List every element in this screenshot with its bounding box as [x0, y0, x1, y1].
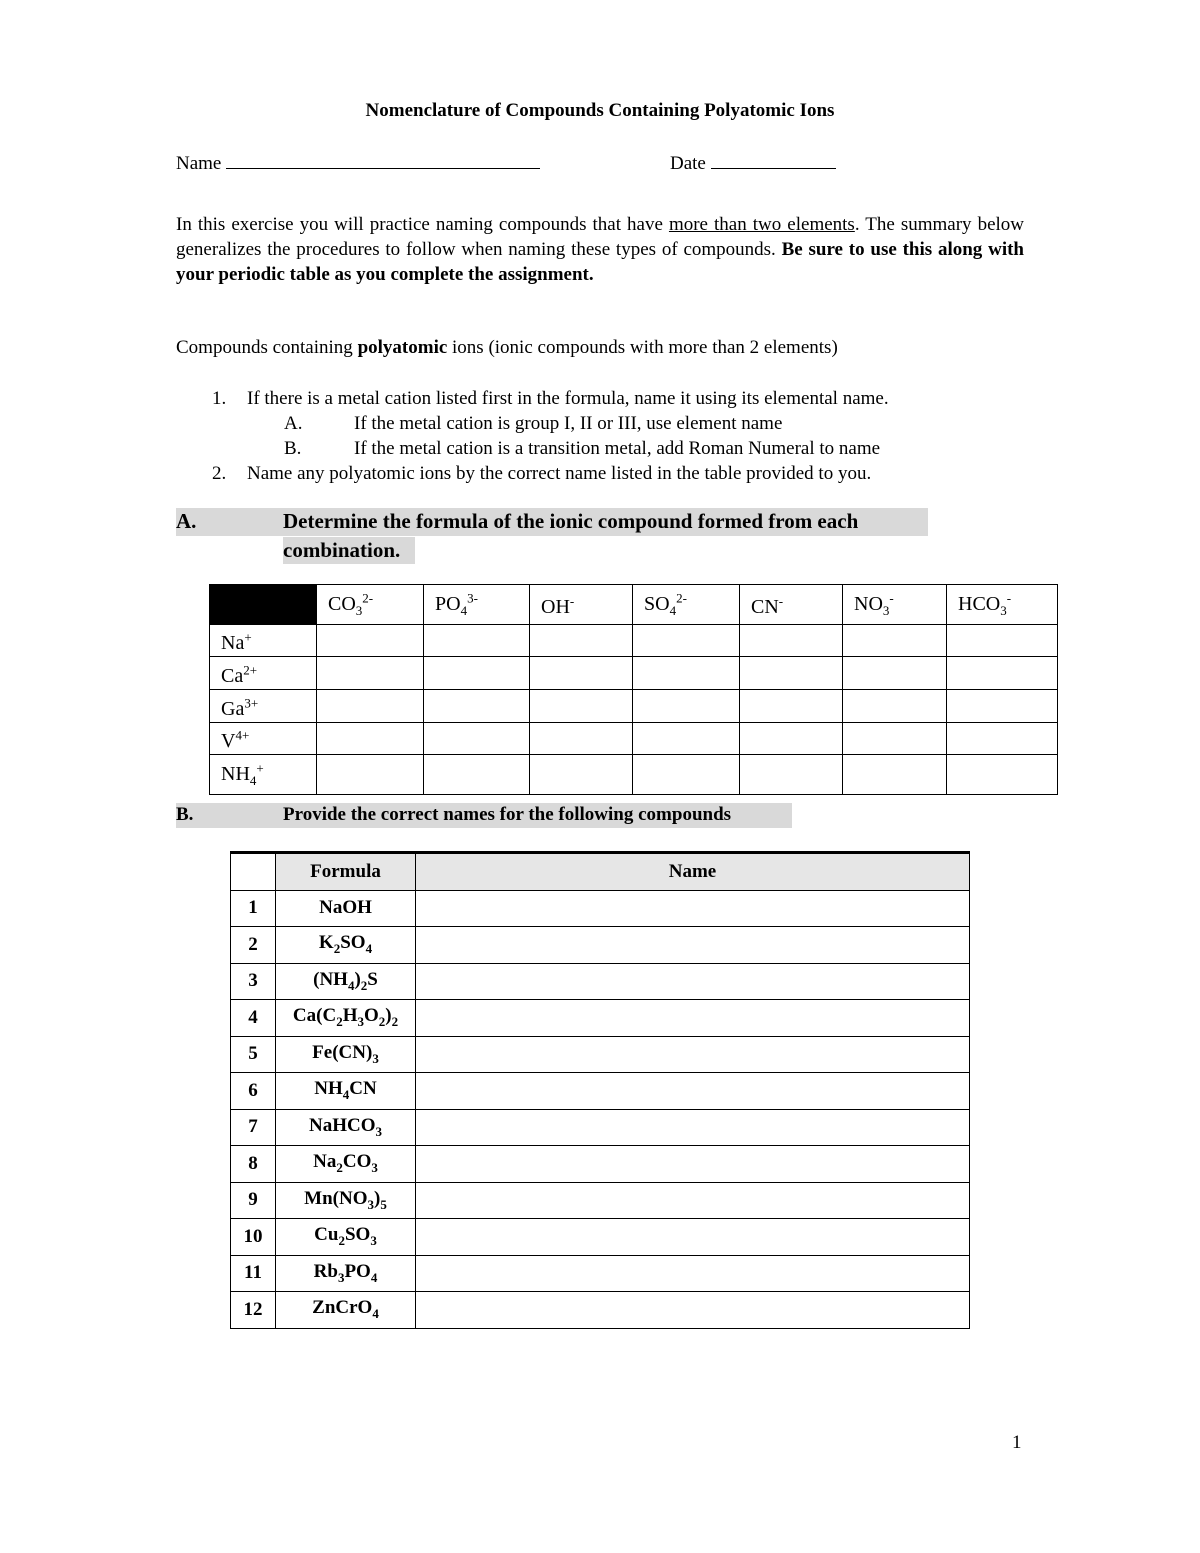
- formula-answer-cell[interactable]: [740, 624, 843, 657]
- name-label: Name: [176, 153, 222, 174]
- intro-text: In this exercise you will practice naming compounds that have: [176, 214, 663, 235]
- cation-label: $Ga^{3+}$: [221, 694, 259, 720]
- formula-answer-cell[interactable]: [317, 624, 424, 657]
- formula-column-header: Formula: [276, 853, 416, 891]
- formula-answer-cell[interactable]: [317, 689, 424, 722]
- formula-answer-cell[interactable]: [530, 755, 633, 795]
- row-number: 10: [231, 1219, 276, 1256]
- section-a-heading-bar: [176, 508, 928, 536]
- section-b-heading: Provide the correct names for the following compounds: [283, 804, 732, 825]
- compound-formula: $NH_4CN$: [276, 1073, 416, 1110]
- section-a-heading-line2: [283, 537, 415, 564]
- cation-row: [210, 722, 1058, 755]
- compounds-post: ions (ionic compounds with more than 2 elements): [452, 337, 838, 358]
- row-number: 4: [231, 1000, 276, 1037]
- table-header-row: [231, 853, 970, 891]
- table-row: [231, 927, 970, 964]
- compounds-bold: polyatomic: [357, 337, 448, 358]
- rule-text: If there is a metal cation listed first in the formula, name it using its elemental name.: [247, 388, 889, 409]
- formula-answer-cell[interactable]: [843, 624, 947, 657]
- anion-header-cell: [947, 585, 1058, 625]
- compounds-heading: [176, 337, 838, 359]
- cation-header-cell: [210, 722, 317, 755]
- cation-header-cell: [210, 657, 317, 690]
- anion-header-cell: [530, 585, 633, 625]
- anion-header-cell: [424, 585, 530, 625]
- formula-answer-cell[interactable]: [843, 755, 947, 795]
- cation-row: [210, 755, 1058, 795]
- compound-formula: NaOH: [276, 890, 416, 927]
- compound-formula: $Mn(NO_3)_5$: [276, 1182, 416, 1219]
- date-field[interactable]: [670, 152, 836, 175]
- row-number: 7: [231, 1109, 276, 1146]
- ion-combination-table: [209, 584, 1058, 795]
- anion-label: $PO_4^{3-}$: [435, 590, 478, 618]
- compound-formula: $(NH_4)_2S$: [276, 963, 416, 1000]
- table-row: [231, 1109, 970, 1146]
- section-b-letter: B.: [176, 804, 194, 825]
- row-number: 2: [231, 927, 276, 964]
- rule-text: If the metal cation is group I, II or III, use element name: [354, 413, 783, 434]
- anion-header-cell: [740, 585, 843, 625]
- cation-label: $Ca^{2+}$: [221, 662, 258, 687]
- formula-answer-cell[interactable]: [424, 755, 530, 795]
- anion-label: $HCO_3^-$: [958, 590, 1012, 618]
- formula-answer-cell[interactable]: [424, 624, 530, 657]
- cation-header-cell: [210, 755, 317, 795]
- anion-label: CN-: [751, 593, 784, 619]
- corner-cell: [210, 585, 317, 625]
- name-blank-line[interactable]: [226, 152, 540, 169]
- rule-letter: B.: [284, 438, 302, 459]
- formula-answer-cell[interactable]: [424, 657, 530, 690]
- formula-answer-cell[interactable]: [740, 722, 843, 755]
- name-answer-cell[interactable]: [416, 1146, 970, 1183]
- formula-answer-cell[interactable]: [633, 657, 740, 690]
- intro-bold-instruction: Be sure to use this along with your periodic table as you complete the assignment.: [176, 239, 1024, 285]
- section-b-heading-bar: [176, 803, 792, 828]
- formula-answer-cell[interactable]: [843, 689, 947, 722]
- name-answer-cell[interactable]: [416, 1036, 970, 1073]
- cation-label: Na+: [221, 629, 252, 655]
- anion-label: $CO_3^{2-}$: [328, 590, 374, 618]
- cation-header-cell: [210, 624, 317, 657]
- intro-text-2: . The summary below generalizes the procedures to follow when naming these types of compounds.: [176, 214, 1025, 260]
- formula-answer-cell[interactable]: [633, 722, 740, 755]
- name-answer-cell[interactable]: [416, 1073, 970, 1110]
- anion-label: OH-: [541, 593, 575, 619]
- rule-2: [212, 461, 872, 486]
- row-number: 11: [231, 1255, 276, 1292]
- name-field[interactable]: [176, 152, 540, 175]
- date-label: Date: [670, 153, 706, 174]
- name-answer-cell[interactable]: [416, 890, 970, 927]
- table-row: [231, 1073, 970, 1110]
- formula-answer-cell[interactable]: [530, 624, 633, 657]
- formula-answer-cell[interactable]: [317, 755, 424, 795]
- formula-answer-cell[interactable]: [633, 755, 740, 795]
- intro-paragraph: [176, 212, 1024, 287]
- formula-answer-cell[interactable]: [947, 657, 1058, 690]
- formula-answer-cell[interactable]: [633, 624, 740, 657]
- anion-header-cell: [843, 585, 947, 625]
- rule-letter: A.: [284, 413, 303, 434]
- cation-header-cell: [210, 689, 317, 722]
- formula-answer-cell[interactable]: [740, 689, 843, 722]
- anion-label: $NO_3^-$: [854, 590, 894, 618]
- rule-number: 1.: [212, 388, 227, 409]
- page-title: Nomenclature of Compounds Containing Polyatomic Ions: [365, 100, 835, 121]
- row-number: 9: [231, 1182, 276, 1219]
- formula-answer-cell[interactable]: [633, 689, 740, 722]
- anion-header-cell: [633, 585, 740, 625]
- name-answer-cell[interactable]: [416, 963, 970, 1000]
- section-a-heading-cont: combination.: [283, 538, 401, 562]
- formula-answer-cell[interactable]: [740, 755, 843, 795]
- date-blank-line[interactable]: [711, 152, 836, 169]
- anion-header-cell: [317, 585, 424, 625]
- formula-answer-cell[interactable]: [530, 657, 633, 690]
- formula-answer-cell[interactable]: [530, 689, 633, 722]
- rule-text: Name any polyatomic ions by the correct name listed in the table provided to you.: [247, 463, 872, 484]
- table-row: [231, 1255, 970, 1292]
- cation-label: $NH_4^+$: [221, 760, 264, 788]
- name-answer-cell[interactable]: [416, 1182, 970, 1219]
- formula-answer-cell[interactable]: [947, 624, 1058, 657]
- rule-number: 2.: [212, 463, 227, 484]
- table-row: [231, 1000, 970, 1037]
- name-answer-cell[interactable]: [416, 1292, 970, 1329]
- formula-answer-cell[interactable]: [843, 657, 947, 690]
- row-number: 6: [231, 1073, 276, 1110]
- section-a-letter: A.: [176, 509, 197, 533]
- formula-answer-cell[interactable]: [317, 657, 424, 690]
- row-number: 3: [231, 963, 276, 1000]
- compound-formula: $Cu_2SO_3$: [276, 1219, 416, 1256]
- compound-formula: ZnCrO$_4$: [276, 1292, 416, 1329]
- table-row: [231, 1036, 970, 1073]
- intro-underlined: more than two elements: [668, 214, 855, 235]
- table-row: [231, 890, 970, 927]
- formula-answer-cell[interactable]: [947, 755, 1058, 795]
- formula-answer-cell[interactable]: [740, 657, 843, 690]
- table-row: [231, 1292, 970, 1329]
- formula-answer-cell[interactable]: [947, 722, 1058, 755]
- cation-label: $V^{4+}$: [221, 727, 250, 753]
- formula-answer-cell[interactable]: [530, 722, 633, 755]
- compound-formula: $Rb_3PO_4$: [276, 1255, 416, 1292]
- compound-formula: $Fe(CN)_3$: [276, 1036, 416, 1073]
- section-a-heading: Determine the formula of the ionic compound formed from each: [283, 509, 859, 533]
- formula-answer-cell[interactable]: [947, 689, 1058, 722]
- rule-1a: [284, 411, 783, 436]
- compound-formula: $Na_2CO_3$: [276, 1146, 416, 1183]
- header-blank-cell: [231, 853, 276, 891]
- name-answer-cell[interactable]: [416, 1000, 970, 1037]
- table-row: [231, 1146, 970, 1183]
- cation-row: [210, 689, 1058, 722]
- rule-1: [212, 386, 889, 411]
- name-column-header: Name: [416, 853, 970, 891]
- row-number: 8: [231, 1146, 276, 1183]
- table-row: [231, 963, 970, 1000]
- anion-label: $SO_4^{2-}$: [644, 590, 687, 618]
- row-number: 12: [231, 1292, 276, 1329]
- rule-text: If the metal cation is a transition metal, add Roman Numeral to name: [354, 438, 881, 459]
- page-number: 1: [1012, 1432, 1022, 1453]
- formula-answer-cell[interactable]: [424, 689, 530, 722]
- compound-formula: $K_2SO_4$: [276, 927, 416, 964]
- compounds-pre: Compounds containing: [176, 337, 353, 358]
- row-number: 5: [231, 1036, 276, 1073]
- rule-1b: [284, 436, 881, 461]
- name-answer-cell[interactable]: [416, 1219, 970, 1256]
- cation-row: [210, 657, 1058, 690]
- compound-formula: NaHCO$_3$: [276, 1109, 416, 1146]
- cation-row: [210, 624, 1058, 657]
- formula-answer-cell[interactable]: [424, 722, 530, 755]
- name-answer-cell[interactable]: [416, 1255, 970, 1292]
- compound-naming-table: [230, 851, 970, 1329]
- anion-header-row: [210, 585, 1058, 625]
- formula-answer-cell[interactable]: [843, 722, 947, 755]
- name-answer-cell[interactable]: [416, 927, 970, 964]
- row-number: 1: [231, 890, 276, 927]
- table-row: [231, 1219, 970, 1256]
- formula-answer-cell[interactable]: [317, 722, 424, 755]
- compound-formula: $Ca(C_2H_3O_2)_2$: [276, 1000, 416, 1037]
- table-row: [231, 1182, 970, 1219]
- name-answer-cell[interactable]: [416, 1109, 970, 1146]
